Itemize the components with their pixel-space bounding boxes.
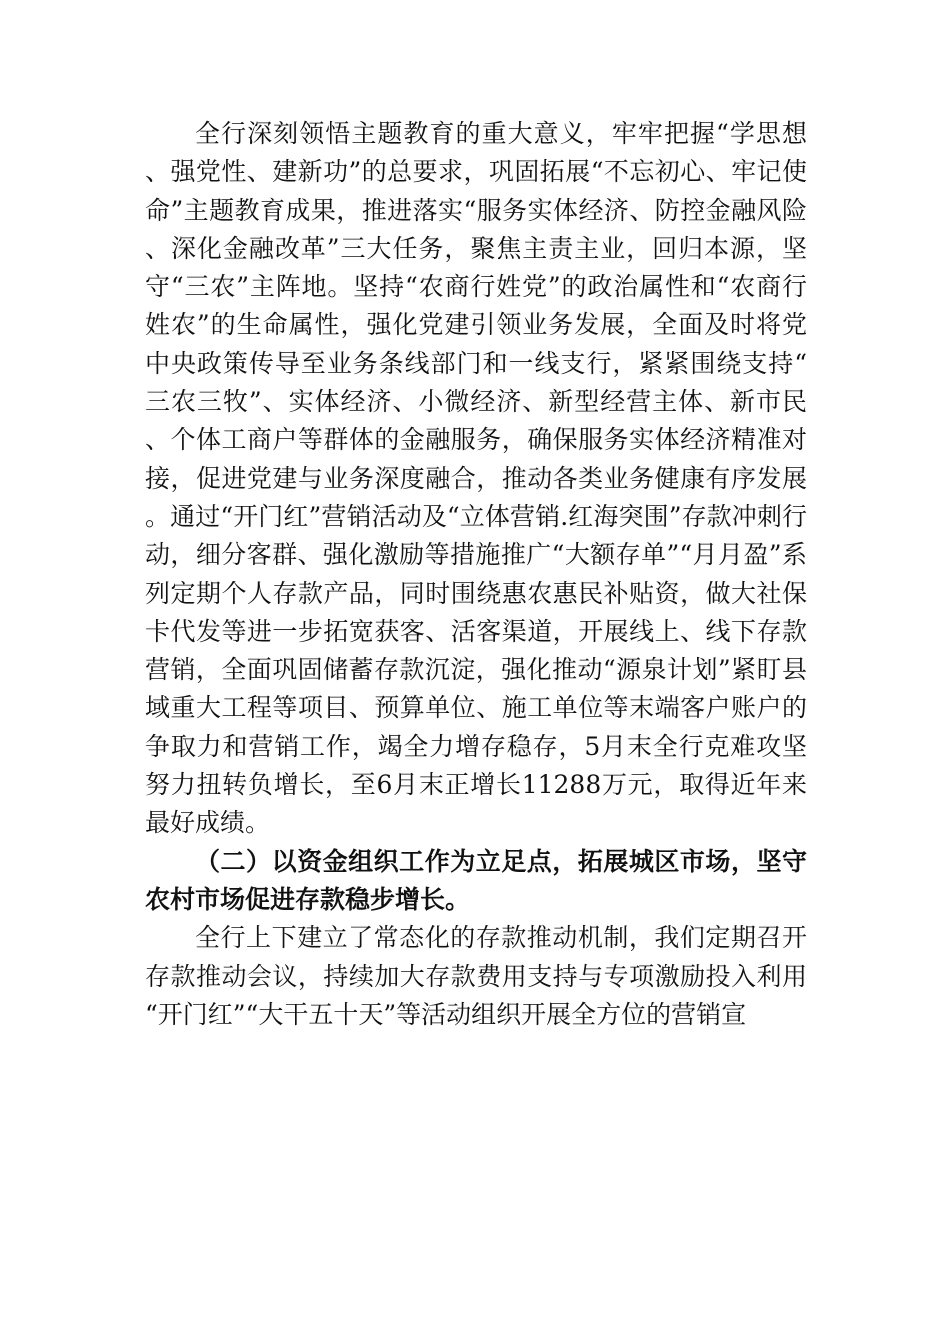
body-paragraph-deposit-mechanism: 全行上下建立了常态化的存款推动机制，我们定期召开存款推动会议，持续加大存款费用支持与专项激励投入利用“开门红”“大干五十天”等活动组织开展全方位的营销宣 [145, 923, 807, 1029]
body-paragraph-deposit-results: 全行深刻领悟主题教育的重大意义，牢牢把握“学思想、强党性、建新功”的总要求，巩固拓展“不忘初心、牢记使命”主题教育成果，推进落实“服务实体经济、防控金融风险、深化金融改革”三大任务，聚焦主责主业，回归本源，坚守“三农”主阵地。坚持“农商行姓党”的政治属性和“农商行姓农”的生命属性，强化党建引领业务发展，全面及时将党中央政策传导至业务条线部门和一线支行，紧紧围绕支持“三农三牧”、实体经济、小微经济、新型经营主体、新市民、个体工商户等群体的金融服务，确保服务实体经济精准对接，促进党建与业务深度融合，推动各类业务健康有序发展。通过“开门红”营销活动及“立体营销.红海突围”存款冲刺行动，细分客群、强化激励等措施推广“大额存单”“月月盈”系列定期个人存款产品，同时围绕惠农惠民补贴资，做大社保卡代发等进一步拓宽获客、活客渠道，开展线上、线下存款营销，全面巩固储蓄存款沉淀，强化推动“源泉计划”紧盯县域重大工程等项目、预算单位、施工单位等末端客户账户的争取力和营销工作，竭全力增存稳存，5月末全行克难攻坚努力扭转负增长，至6月末正增长11288万元，取得近年来最好成绩。 [145, 119, 807, 838]
section-heading-fund-organization: （二）以资金组织工作为立足点，拓展城区市场，坚守农村市场促进存款稳步增长。 [145, 846, 807, 914]
document-page [145, 115, 807, 1034]
